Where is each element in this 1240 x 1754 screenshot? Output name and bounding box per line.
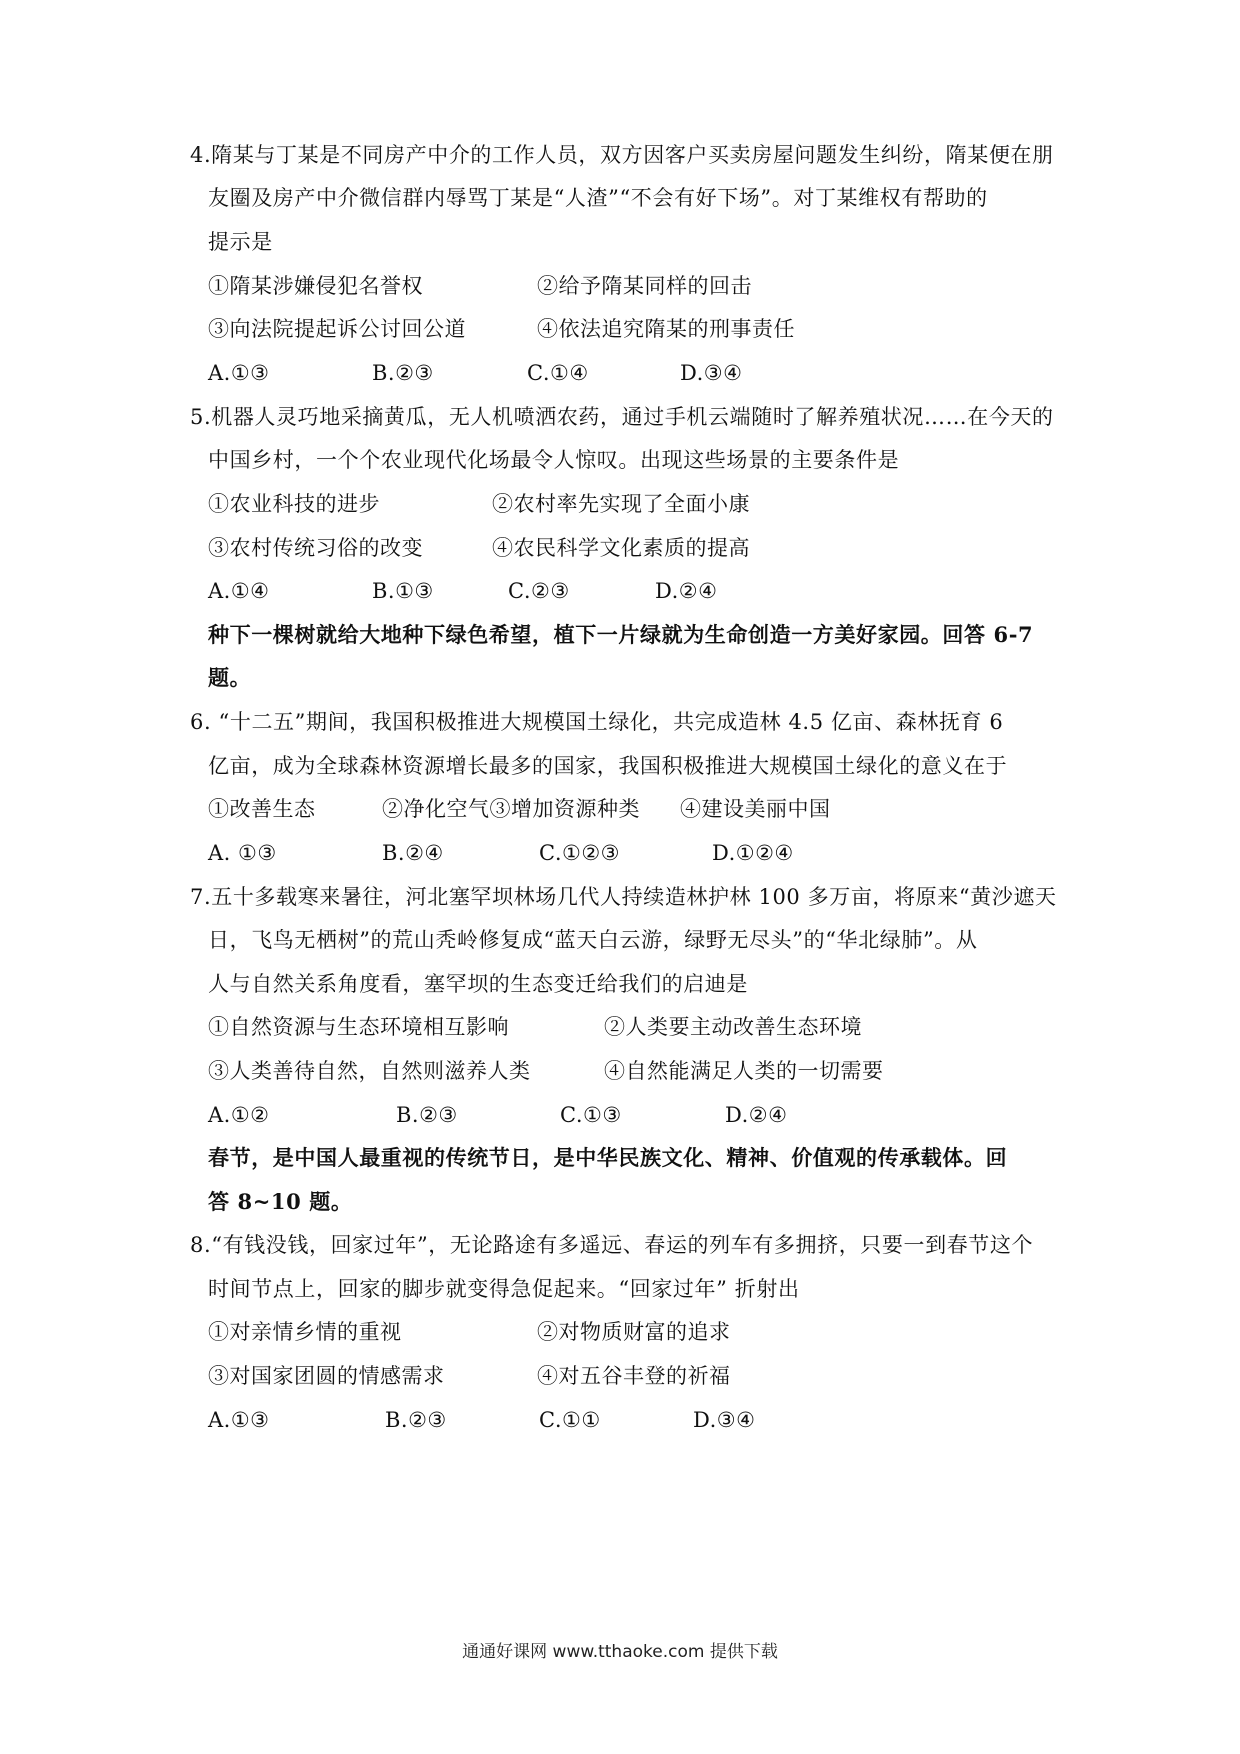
question-6-answer-d: D.①②④ [712,841,794,865]
question-4-answer-b: B.②③ [372,361,434,385]
question-4-statement-1: ①隋某涉嫌侵犯名誉权 [208,274,423,298]
question-7-line-1: 7.五十多载寒来暑往，河北塞罕坝林场几代人持续造林护林 100 多万亩，将原来“黄沙遮天 [190,885,1057,909]
question-7-statement-3: ③人类善待自然，自然则滋养人类 [208,1059,531,1083]
question-6-answer-a: A. ①③ [208,841,277,865]
question-7-line-3: 人与自然关系角度看，塞罕坝的生态变迁给我们的启迪是 [208,972,748,996]
question-8-statement-1: ①对亲情乡情的重视 [208,1320,402,1344]
page-footer: 通通好课网 www.tthaoke.com 提供下载 [462,1642,778,1662]
question-8-line-1: 8.“有钱没钱，回家过年”，无论路途有多遥远、春运的列车有多拥挤，只要一到春节这个 [190,1233,1034,1257]
question-4-line-2: 友圈及房产中介微信群内辱骂丁某是“人渣”“不会有好下场”。对丁某维权有帮助的 [208,186,988,210]
question-4-line-1: 4.隋某与丁某是不同房产中介的工作人员，双方因客户买卖房屋问题发生纠纷，隋某便在朋 [190,143,1054,167]
question-4-answer-d: D.③④ [680,361,743,385]
question-7-statement-1: ①自然资源与生态环境相互影响 [208,1015,509,1039]
question-5-statement-1: ①农业科技的进步 [208,492,380,516]
question-8-statement-4: ④对五谷丰登的祈福 [537,1364,731,1388]
question-8-statement-2: ②对物质财富的追求 [537,1320,731,1344]
question-5-statement-3: ③农村传统习俗的改变 [208,536,423,560]
question-5-answer-b: B.①③ [372,579,434,603]
question-7-answer-d: D.②④ [725,1103,788,1127]
question-6-line-2: 亿亩，成为全球森林资源增长最多的国家，我国积极推进大规模国土绿化的意义在于 [208,754,1008,778]
question-7-answer-a: A.①② [208,1103,270,1127]
question-4-answer-a: A.①③ [208,361,270,385]
question-7-statement-2: ②人类要主动改善生态环境 [604,1015,862,1039]
question-4-statement-2: ②给予隋某同样的回击 [537,274,752,298]
question-5-line-2: 中国乡村，一个个农业现代化场最令人惊叹。出现这些场景的主要条件是 [208,448,900,472]
material-8-10-line-1: 春节，是中国人最重视的传统节日，是中华民族文化、精神、价值观的传承载体。回 [208,1145,1008,1170]
question-6-statement-1: ①改善生态 [208,797,316,821]
question-7-line-2: 日，飞鸟无栖树”的荒山秃岭修复成“蓝天白云游，绿野无尽头”的“华北绿肺”。从 [208,928,978,952]
material-6-7-line-2: 题。 [208,665,252,690]
question-8-statement-3: ③对国家团圆的情感需求 [208,1364,445,1388]
question-5-statement-2: ②农村率先实现了全面小康 [492,492,750,516]
question-5-answer-d: D.②④ [655,579,718,603]
question-4-statement-4: ④依法追究隋某的刑事责任 [537,317,795,341]
question-6-statement-2: ②净化空气③增加资源种类 [382,797,640,821]
question-8-answer-b: B.②③ [385,1408,447,1432]
question-6-statement-3: ④建设美丽中国 [680,797,831,821]
question-4-line-3: 提示是 [208,230,273,254]
question-8-answer-d: D.③④ [693,1408,756,1432]
question-5-answer-c: C.②③ [508,579,570,603]
question-4-statement-3: ③向法院提起诉公讨回公道 [208,317,466,341]
material-8-10-line-2: 答 8~10 题。 [208,1189,353,1214]
question-8-answer-c: C.①① [539,1408,601,1432]
question-5-answer-a: A.①④ [208,579,270,603]
question-6-answer-b: B.②④ [382,841,444,865]
question-7-answer-c: C.①③ [560,1103,622,1127]
question-8-line-2: 时间节点上，回家的脚步就变得急促起来。“回家过年” 折射出 [208,1277,800,1301]
question-6-answer-c: C.①②③ [539,841,620,865]
question-6-line-1: 6. “十二五”期间，我国积极推进大规模国土绿化，共完成造林 4.5 亿亩、森林抚育 6 [190,710,1004,734]
question-4-answer-c: C.①④ [527,361,589,385]
question-8-answer-a: A.①③ [208,1408,270,1432]
question-5-statement-4: ④农民科学文化素质的提高 [492,536,750,560]
question-7-answer-b: B.②③ [396,1103,458,1127]
question-7-statement-4: ④自然能满足人类的一切需要 [604,1059,884,1083]
material-6-7-line-1: 种下一棵树就给大地种下绿色希望，植下一片绿就为生命创造一方美好家园。回答 6-7 [208,622,1034,647]
question-5-line-1: 5.机器人灵巧地采摘黄瓜，无人机喷洒农药，通过手机云端随时了解养殖状况……在今天的 [190,405,1054,429]
